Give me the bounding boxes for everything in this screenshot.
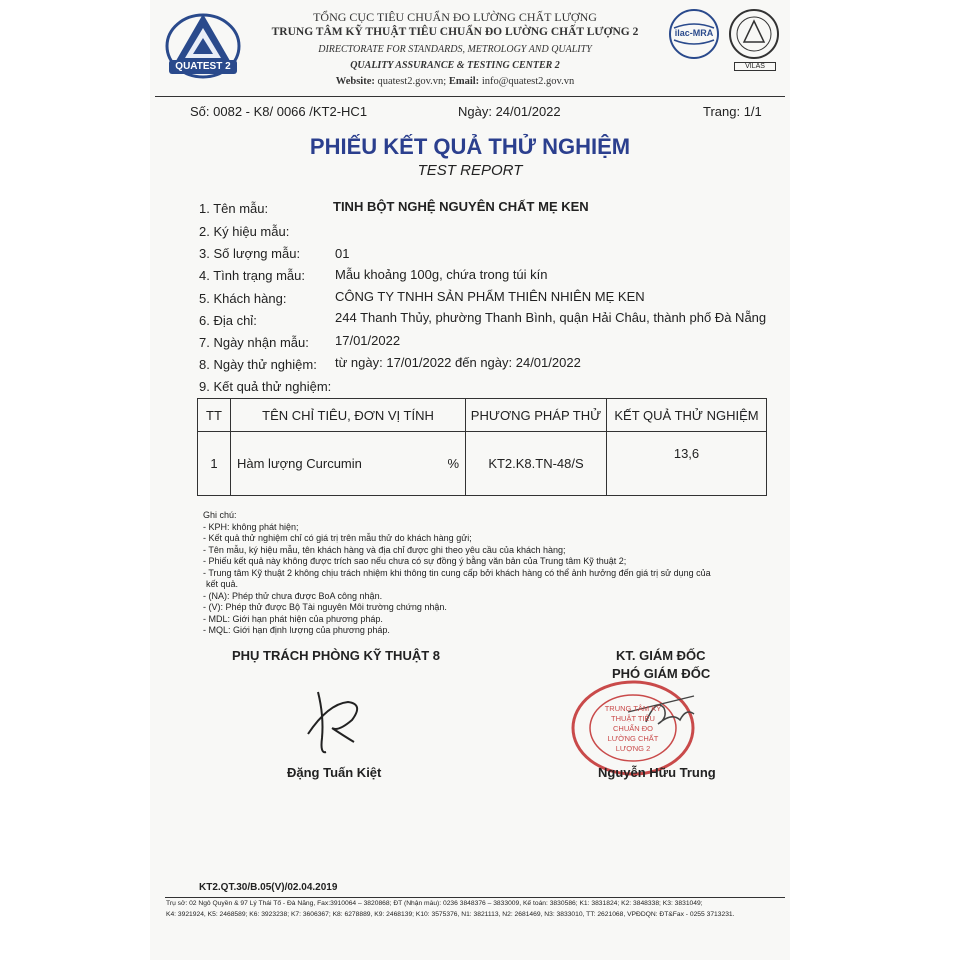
row-unit: % — [447, 456, 459, 471]
right-signatory-title-2: PHÓ GIÁM ĐỐC — [612, 666, 711, 681]
footer-line-2: K4: 3921924, K5: 2468589; K6: 3923238; K7: 3606367; K8: 6278889, K9: 2468139; K10: 3575376, N1: 3821113, N2: 2681469, N3: 3833010, TT: 2621068, VPĐDQN: ĐT&Fax - 0255 3713231. — [166, 911, 735, 918]
notes-block — [203, 510, 763, 637]
ilac-text: ilac-MRA — [674, 28, 714, 38]
org-line-2: TRUNG TÂM KỸ THUẬT TIÊU CHUẨN ĐO LƯỜNG CHẤT LƯỢNG 2 — [271, 26, 639, 38]
vilas-text: VILAS — [734, 62, 776, 71]
org-line-4: QUALITY ASSURANCE & TESTING CENTER 2 — [350, 60, 560, 71]
note-line: - Trung tâm Kỹ thuật 2 không chịu trách nhiệm khi thông tin cung cấp bởi khách hàng có thể ảnh hưởng đến giá trị sử dụng của — [203, 567, 711, 578]
left-signatory-name: Đặng Tuấn Kiệt — [287, 765, 382, 780]
note-line: - Kết quả thử nghiệm chỉ có giá trị trên mẫu thử do khách hàng gửi; — [203, 533, 472, 543]
note-line: - MQL: Giới hạn định lượng của phương pháp. — [203, 625, 390, 635]
report-title-en: TEST REPORT — [417, 162, 523, 179]
website-label: Website: — [335, 76, 375, 87]
email-value[interactable]: info@quatest2.gov.vn — [481, 76, 575, 87]
header-divider — [155, 96, 785, 97]
right-signatory-title-1: KT. GIÁM ĐỐC — [616, 648, 706, 663]
field-label: 1. Tên mẫu: — [199, 201, 269, 216]
field-value: 17/01/2022 — [335, 333, 401, 348]
org-line-1: TỔNG CỤC TIÊU CHUẨN ĐO LƯỜNG CHẤT LƯỢNG — [313, 10, 597, 24]
row-name-cell — [231, 432, 466, 496]
note-line: - Tên mẫu, ký hiệu mẫu, tên khách hàng và địa chỉ được ghi theo yêu cầu của khách hàng; — [203, 544, 566, 555]
row-method: KT2.K8.TN-48/S — [466, 432, 607, 496]
row-result: 13,6 — [607, 432, 767, 496]
note-line: - Phiếu kết quả này không được trích sao nếu chưa có sự đồng ý bằng văn bản của Trung tâm Kỹ thuật 2; — [203, 556, 627, 566]
form-code: KT2.QT.30/B.05(V)/02.04.2019 — [199, 882, 338, 893]
contact-line — [250, 76, 660, 87]
results-table — [197, 398, 767, 496]
table-row — [198, 432, 767, 496]
field-value: 244 Thanh Thủy, phường Thanh Bình, quận Hải Châu, thành phố Đà Nẵng — [335, 310, 767, 325]
table-header-row — [198, 399, 767, 432]
field-value: từ ngày: 17/01/2022 đến ngày: 24/01/2022 — [335, 355, 581, 370]
left-signature — [288, 682, 378, 762]
website-value[interactable]: quatest2.gov.vn; — [377, 76, 447, 87]
field-label: 2. Ký hiệu mẫu: — [199, 224, 290, 239]
email-label: Email: — [448, 76, 480, 87]
note-line: kết quả. — [206, 579, 239, 589]
page-number: Trang: 1/1 — [703, 104, 762, 119]
column-header: TÊN CHỈ TIÊU, ĐƠN VỊ TÍNH — [231, 399, 466, 432]
note-line: - (V): Phép thử được Bộ Tài nguyên Môi trường chứng nhận. — [203, 602, 447, 612]
field-value: TINH BỘT NGHỆ NGUYÊN CHẤT MẸ KEN — [333, 199, 589, 214]
official-stamp — [568, 678, 698, 778]
footer-line-1: Trụ sở: 02 Ngô Quyền & 97 Lý Thái Tổ - Đà Nẵng, Fax:3910064 – 3820868; ĐT (Nhận mẫu): 0236 3848376 – 3833009, Kế toán: 3830586; K1: 3831824; K2: 3848338; K3: 3831049; — [166, 900, 703, 907]
stamp-text: TRUNG TÂM KỸ THUẬT TIÊU CHUẨN ĐO LƯỜNG CHẤT LƯỢNG 2 — [604, 704, 662, 753]
field-label: 4. Tình trạng mẫu: — [199, 268, 305, 283]
left-signatory-title: PHỤ TRÁCH PHÒNG KỸ THUẬT 8 — [232, 648, 441, 663]
right-signatory-name: Nguyễn Hữu Trung — [598, 765, 716, 780]
org-line-3: DIRECTORATE FOR STANDARDS, METROLOGY AND QUALITY — [318, 44, 592, 55]
field-label: 3. Số lượng mẫu: — [199, 246, 301, 261]
report-date: Ngày: 24/01/2022 — [458, 104, 561, 119]
report-title: PHIẾU KẾT QUẢ THỬ NGHIỆM — [309, 134, 631, 159]
footer-divider — [165, 897, 785, 898]
quatest-logo — [163, 8, 243, 80]
column-header: TT — [198, 399, 231, 432]
vilas-logo — [726, 8, 782, 72]
note-line: - KPH: không phát hiện; — [203, 521, 299, 532]
field-value: CÔNG TY TNHH SẢN PHẨM THIÊN NHIÊN MẸ KEN — [335, 289, 645, 304]
ilac-mra-logo — [668, 8, 720, 60]
notes-title: Ghi chú: — [203, 510, 237, 520]
note-line: - MDL: Giới hạn phát hiện của phương pháp. — [203, 613, 383, 624]
row-name: Hàm lượng Curcumin — [237, 456, 362, 471]
field-label: 9. Kết quả thử nghiệm: — [199, 379, 332, 394]
field-label: 7. Ngày nhận mẫu: — [199, 335, 309, 350]
note-line: - (NA): Phép thử chưa được BoA công nhận. — [203, 590, 383, 601]
field-label: 6. Địa chỉ: — [199, 313, 257, 328]
row-tt: 1 — [198, 432, 231, 496]
field-value: 01 — [335, 246, 350, 261]
field-label: 8. Ngày thử nghiệm: — [199, 357, 317, 372]
field-label: 5. Khách hàng: — [199, 291, 287, 306]
column-header: KẾT QUẢ THỬ NGHIỆM — [607, 399, 767, 432]
logo-text: QUATEST 2 — [175, 61, 231, 72]
report-number: Số: 0082 - K8/ 0066 /KT2-HC1 — [190, 104, 368, 119]
column-header: PHƯƠNG PHÁP THỬ — [466, 399, 607, 432]
field-value: Mẫu khoảng 100g, chứa trong túi kín — [335, 267, 548, 282]
